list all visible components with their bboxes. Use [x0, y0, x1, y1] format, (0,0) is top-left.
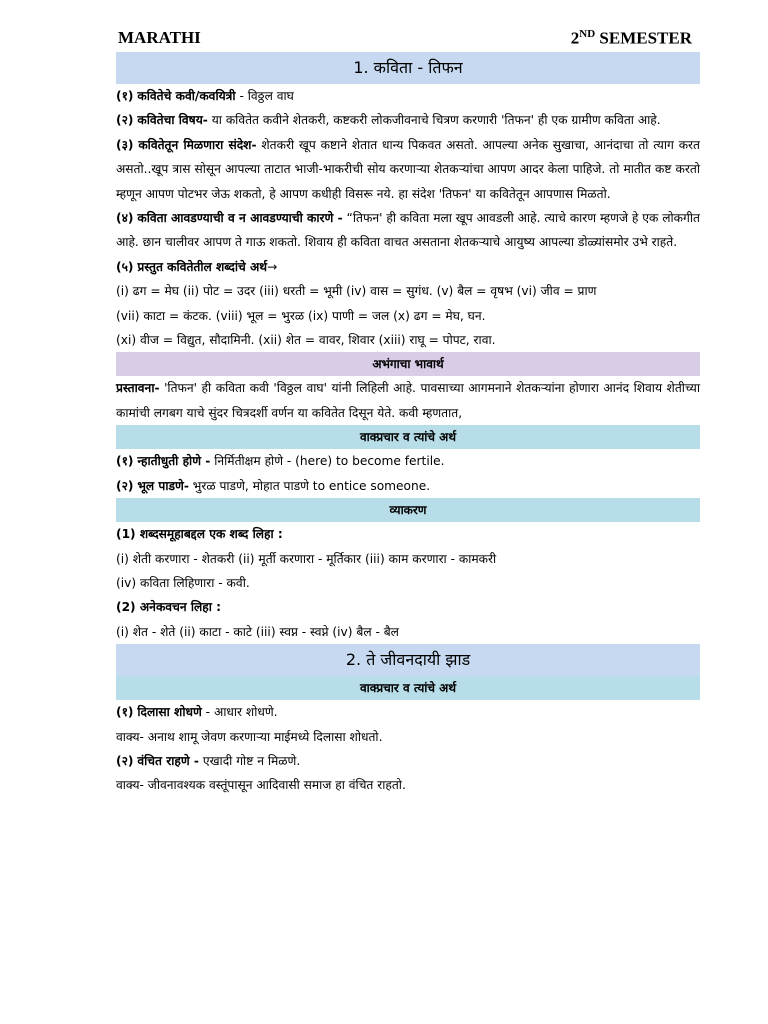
likes-paragraph: (४) कविता आवडण्याची व न आवडण्याची कारणे - “तिफन' ही कविता मला खूप आवडली आहे. त्याचे कारण म्हणजे हे एक लोकगीत आहे. छान चालीवर आपण ते गाऊ शकतो. शिवाय ही कविता वाचत असताना शेतकऱ्याचे आयुष्य आपल्या डोळ्यांसमोर उभे राहते. [116, 211, 700, 250]
subject-paragraph: (२) कवितेचा विषय- या कवितेत कवीने शेतकरी, कष्टकरी लोकजीवनाचे चित्रण करणारी 'तिफन' ही एक ग्रामीण कविता आहे. [116, 113, 661, 128]
grammar1-line: (iv) कविता लिहिणारा - कवी. [116, 575, 250, 590]
grammar2-line: (i) शेत - शेते (ii) काटा - काटे (iii) स्वप्न - स्वप्ने (iv) बैल - बैल [116, 624, 399, 639]
sec2-idiom-line: (१) दिलासा शोधणे - आधार शोधणे. [116, 705, 278, 720]
section-title-tifan: 1. कविता - तिफन [116, 52, 700, 84]
idioms-heading: वाक्प्रचार व त्यांचे अर्थ [116, 425, 700, 449]
page-header [116, 24, 700, 52]
grammar-heading: व्याकरण [116, 498, 700, 522]
document-page [116, 24, 700, 798]
subject-label: MARATHI [118, 28, 201, 47]
bhavarth-heading: अभंगाचा भावार्थ [116, 352, 700, 376]
sec2-sentence-line: वाक्य- जीवनावश्यक वस्तूंपासून आदिवासी समाज हा वंचित राहतो. [116, 778, 406, 793]
intro-paragraph: प्रस्तावना- 'तिफन' ही कविता कवी 'विठ्ठल वाघ' यांनी लिहिली आहे. पावसाच्या आगमनाने शेतकऱ्यांना होणारा आनंद शिवाय शेतीच्या कामांची लगबग याचे सुंदर चित्रदर्शी वर्णन या कवितेत दिसून येते. कवी म्हणतात, [116, 381, 700, 420]
grammar2-heading: (2) अनेकवचन लिहा : [116, 600, 221, 615]
sec2-idioms-heading: वाक्प्रचार व त्यांचे अर्थ [116, 676, 700, 700]
section-title-jeevandayi: 2. ते जीवनदायी झाड [116, 644, 700, 676]
message-paragraph: (३) कवितेतून मिळणारा संदेश- शेतकरी खूप कष्टाने शेतात धान्य पिकवत असतो. आपल्या अनेक सुखाचा, आनंदाचा तो त्याग करत असतो..खूप त्रास सोसून आपल्या ताटात भाजी-भाकरीची सोय करणाऱ्या शेतकऱ्यांचा आपण आदर केला पाहिजे. तो मातीत कष्ट करतो म्हणून आपण पोटभर जेऊ शकतो, हे आपण कधीही विसरू नये. हा संदेश 'तिफन' या कवितेतून आपणास मिळतो. [116, 137, 700, 201]
semester-label: 2ND SEMESTER [570, 28, 692, 48]
grammar1-heading: (1) शब्दसमूहाबद्दल एक शब्द लिहा : [116, 527, 283, 542]
meanings-line: (vii) काटा = कंटक. (viii) भूल = भुरळ (ix) पाणी = जल (x) ढग = मेघ, घन. [116, 308, 486, 323]
sec2-idiom-line: (२) वंचित राहणे - एखादी गोष्ट न मिळणे. [116, 753, 301, 768]
poet-line: (१) कवितेचे कवी/कवयित्री - विठ्ठल वाघ [116, 89, 294, 103]
idiom-line: (२) भूल पाडणे- भुरळ पाडणे, मोहात पाडणे to entice someone. [116, 478, 431, 493]
sec2-sentence-line: वाक्य- अनाथ शामू जेवण करणाऱ्या माईमध्ये दिलासा शोधतो. [116, 729, 383, 744]
meanings-heading: (५) प्रस्तुत कवितेतील शब्दांचे अर्थ→ [116, 259, 278, 274]
meanings-line: (i) ढग = मेघ (ii) पोट = उदर (iii) धरती = भूमी (iv) वास = सुगंध. (v) बैल = वृषभ (vi) जीव = प्राण [116, 284, 597, 299]
meanings-line: (xi) वीज = विद्युत, सौदामिनी. (xii) शेत = वावर, शिवार (xiii) राघू = पोपट, रावा. [116, 333, 496, 348]
idiom-line: (१) न्हातीधुती होणे - निर्मितीक्षम होणे - (here) to become fertile. [116, 454, 445, 469]
grammar1-line: (i) शेती करणारा - शेतकरी (ii) मूर्ती करणारा - मूर्तिकार (iii) काम करणारा - कामकरी [116, 551, 497, 566]
